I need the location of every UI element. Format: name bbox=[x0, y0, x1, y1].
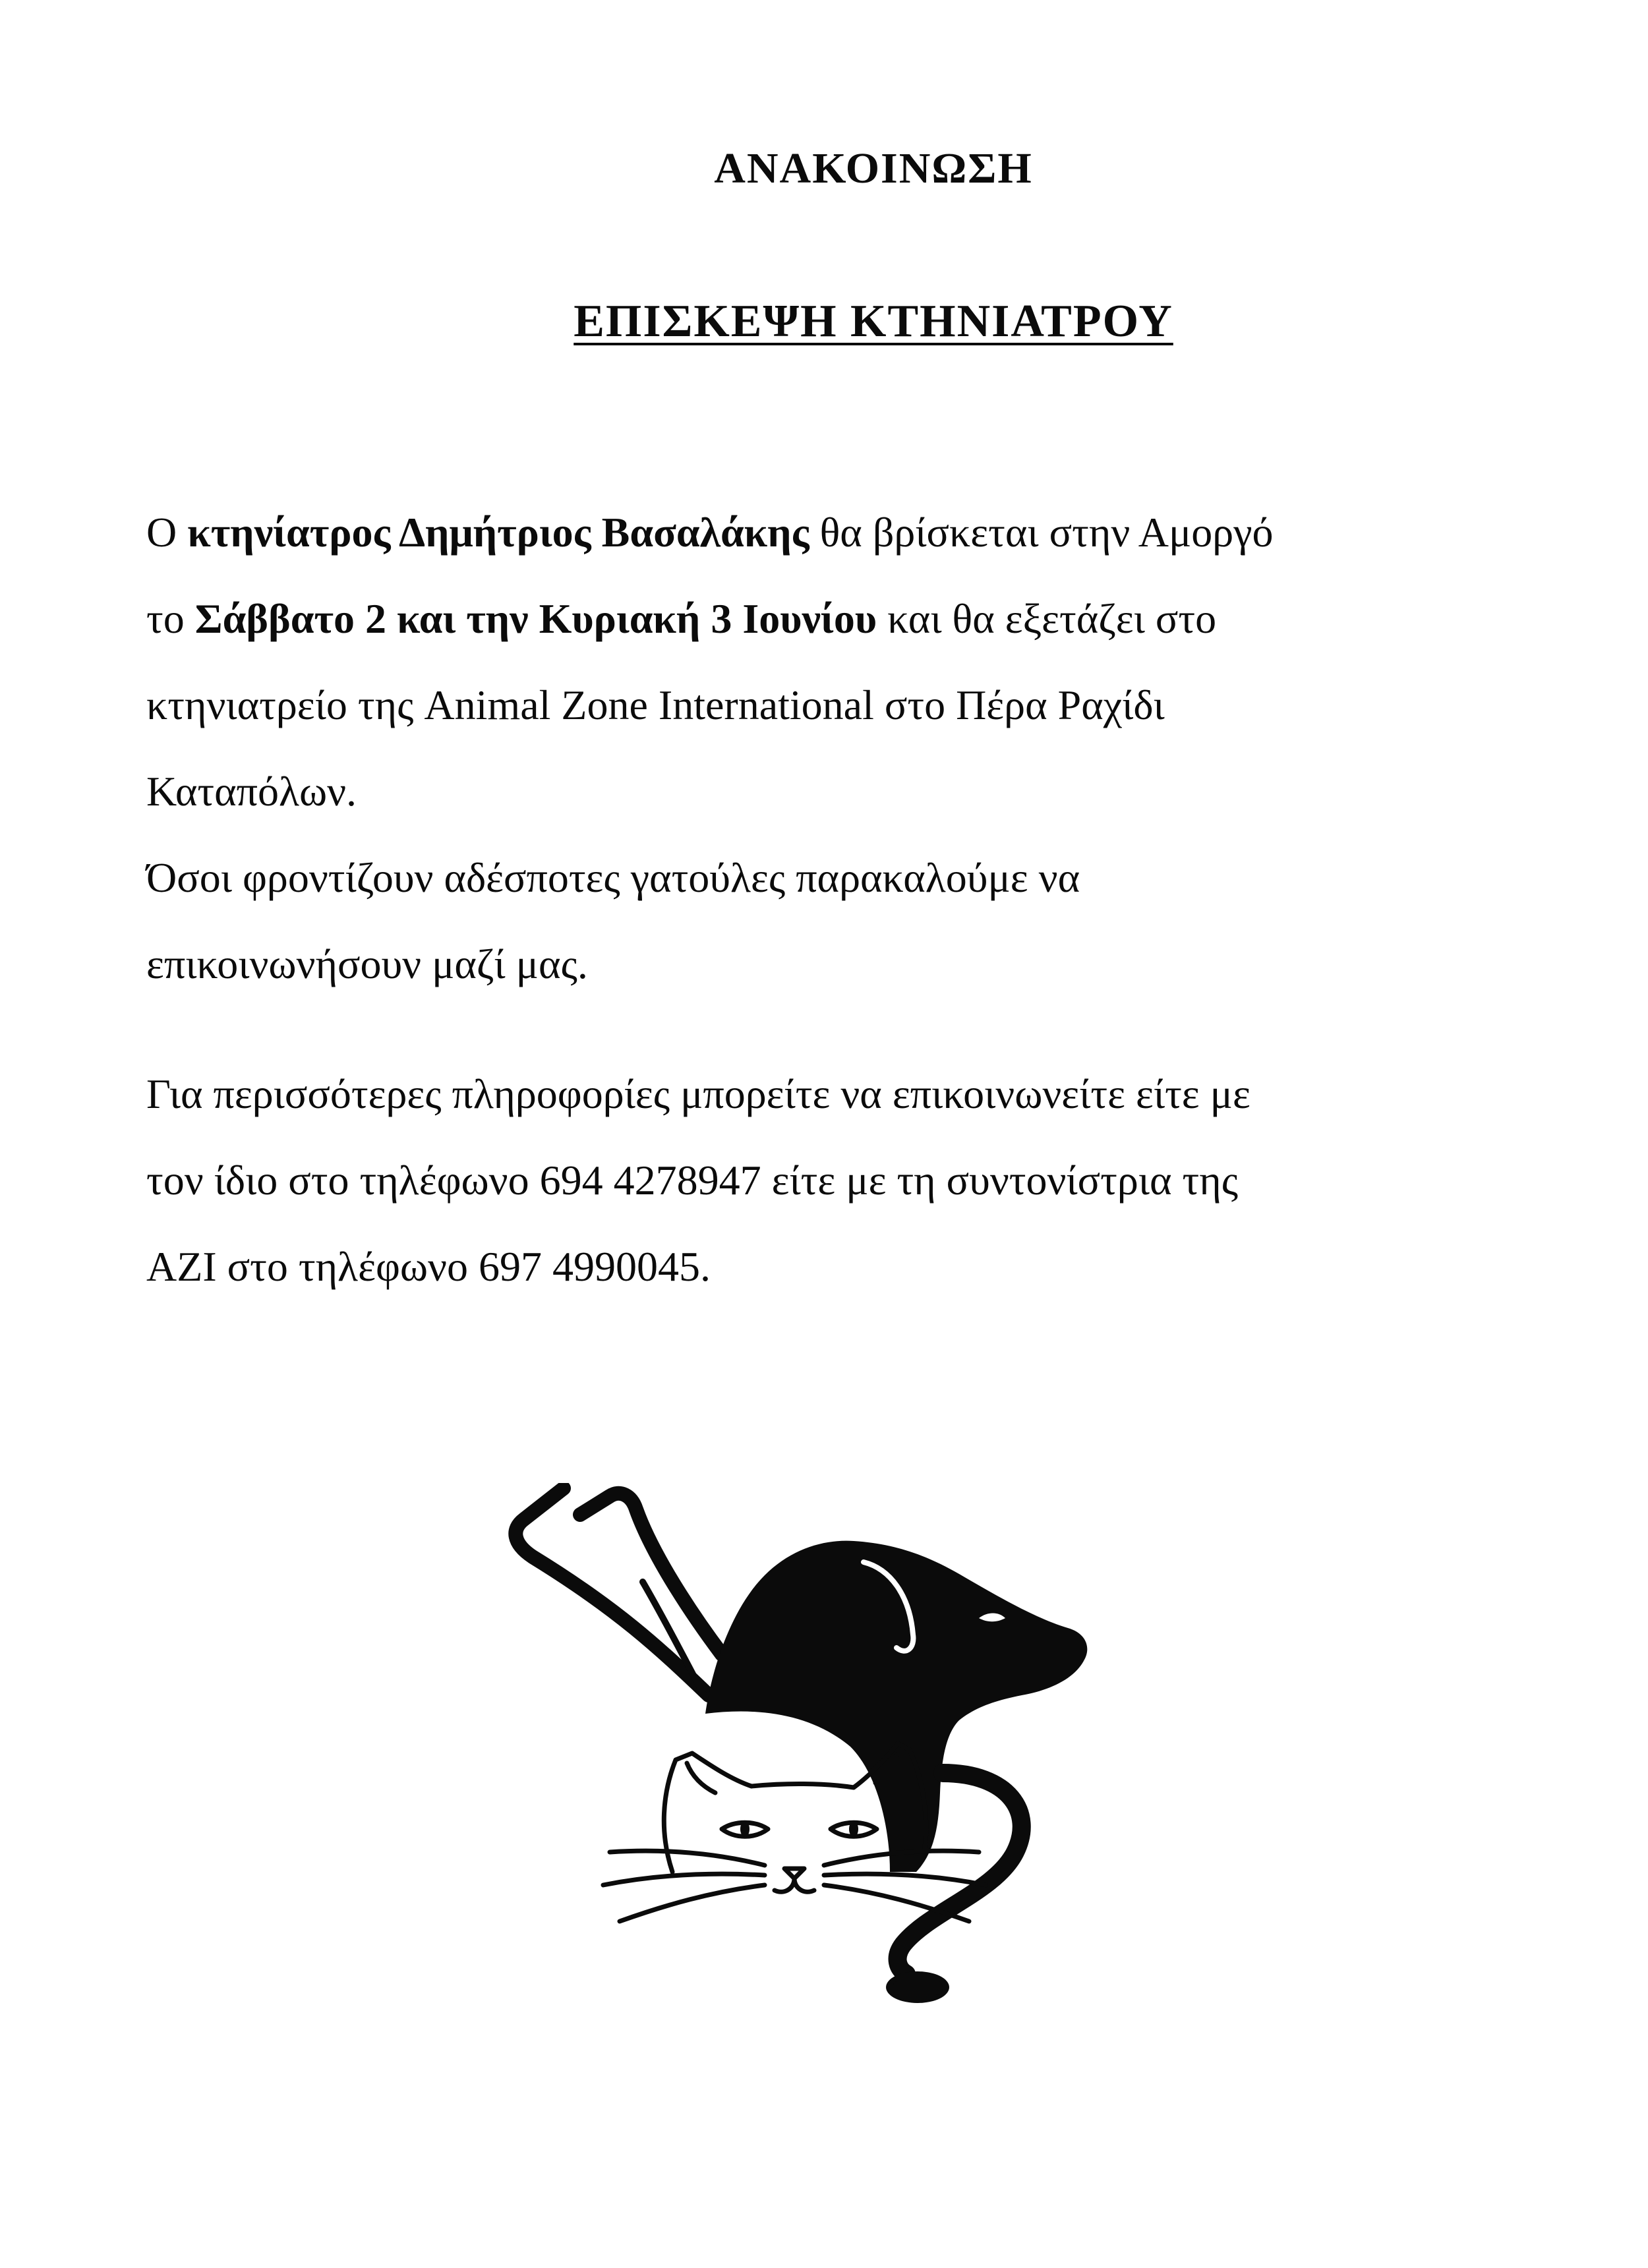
visit-line-2 bbox=[146, 575, 1537, 662]
announcement-title: ΑΝΑΚΟΙΝΩΣΗ bbox=[714, 144, 1033, 192]
visit-line-2-pre: το bbox=[146, 595, 195, 642]
visit-line-3: κτηνιατρείο της Animal Zone International στο Πέρα Ραχίδι bbox=[146, 682, 1165, 728]
vet-name: κτηνίατρος Δημήτριος Βασαλάκης bbox=[187, 509, 809, 556]
contact-line-3: AZI στο τηλέφωνο 697 4990045. bbox=[146, 1243, 711, 1290]
visit-line-2-post: και θα εξετάζει στο bbox=[877, 595, 1217, 642]
visit-paragraph bbox=[146, 489, 1537, 1007]
visit-line-4: Καταπόλων. bbox=[146, 768, 357, 815]
announcement-subtitle bbox=[0, 295, 1648, 348]
visit-dates: Σάββατο 2 και την Κυριακή 3 Ιουνίου bbox=[194, 595, 877, 642]
visit-line-1 bbox=[146, 489, 1537, 575]
announcement-subtitle-text: ΕΠΙΣΚΕΨΗ ΚΤΗΝΙΑΤΡΟΥ bbox=[574, 296, 1173, 347]
visit-line-6: επικοινωνήσουν μαζί μας. bbox=[146, 941, 588, 987]
visit-line-1-post: θα βρίσκεται στην Αμοργό bbox=[809, 509, 1274, 556]
contact-line-1: Για περισσότερες πληροφορίες μπορείτε να επικοινωνείτε είτε με bbox=[146, 1070, 1251, 1117]
visit-line-1-pre: Ο bbox=[146, 509, 188, 556]
contact-paragraph bbox=[146, 1051, 1537, 1310]
contact-line-2: τον ίδιο στο τηλέφωνο 694 4278947 είτε με τη συντονίστρια της bbox=[146, 1157, 1239, 1204]
visit-line-5: Όσοι φροντίζουν αδέσποτες γατούλες παρακαλούμε να bbox=[146, 854, 1080, 901]
vet-dog-cat-stethoscope-icon bbox=[494, 1483, 1154, 2010]
